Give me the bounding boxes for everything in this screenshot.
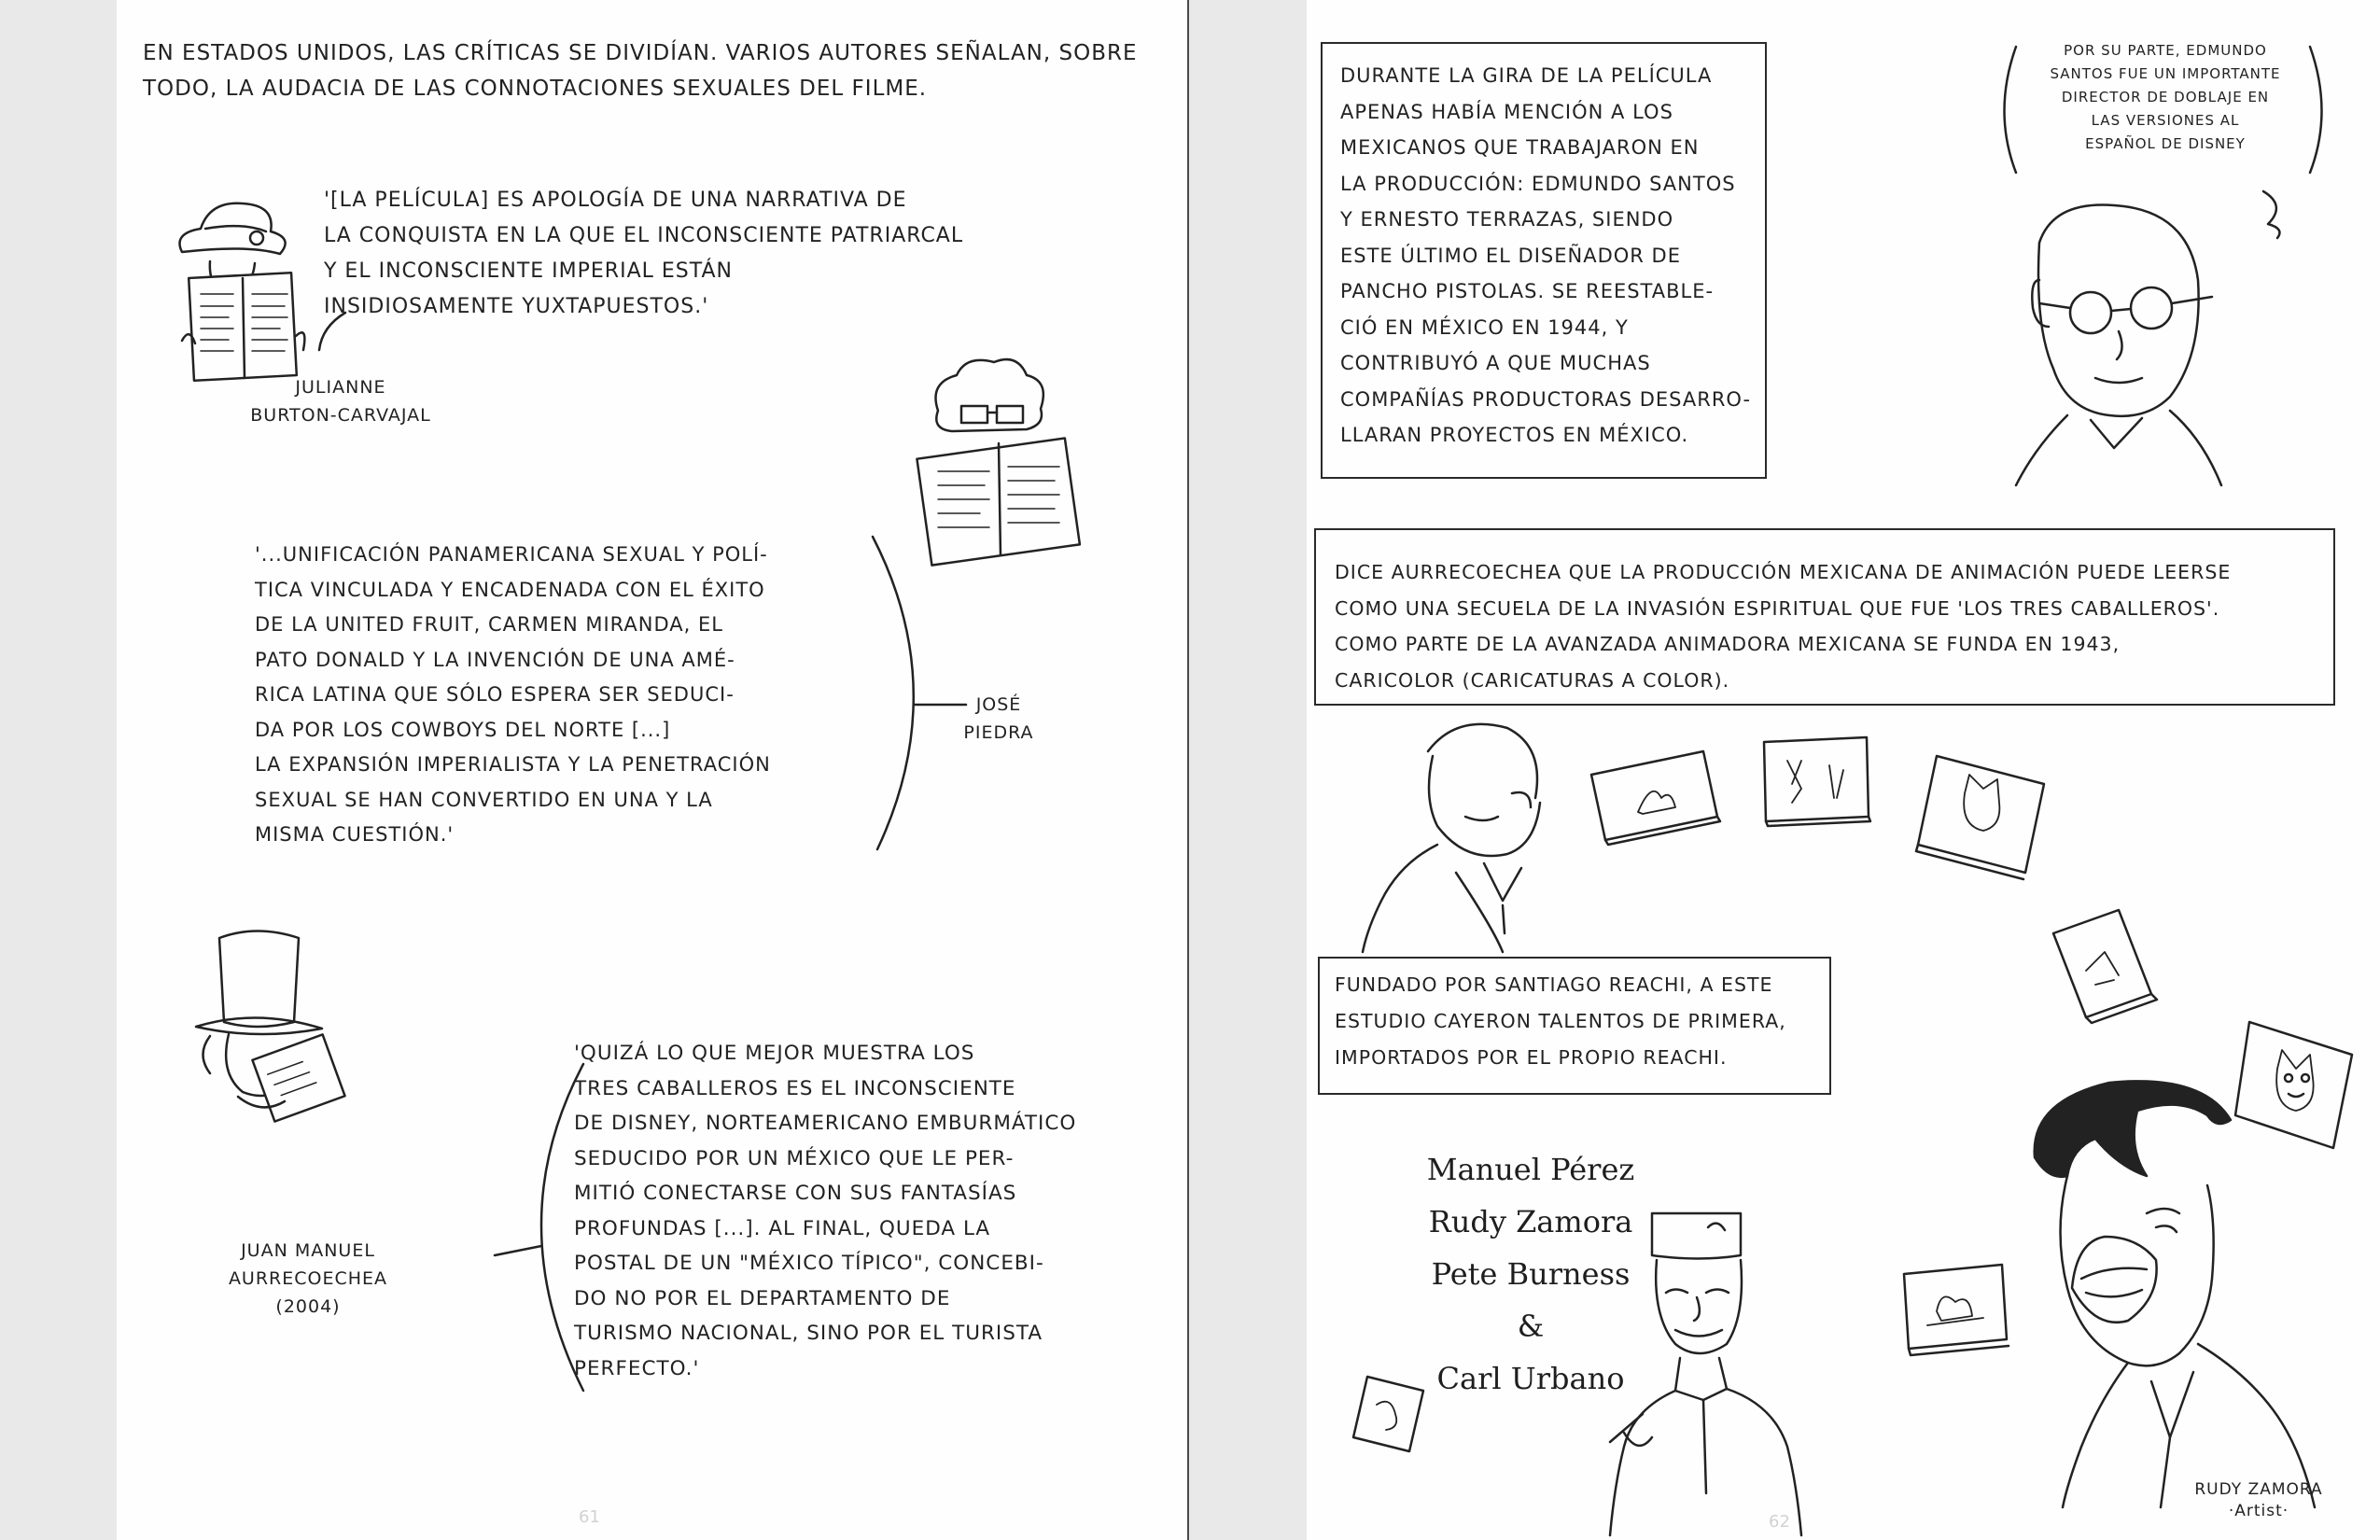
newspaper-reader-curly-illustration bbox=[915, 355, 1101, 560]
label-juan-manuel-aurrecoechea: JUAN MANUEL AURRECOECHEA (2004) bbox=[228, 1240, 388, 1317]
aside-edmundo-santos: POR SU PARTE, EDMUNDO SANTOS FUE UN IMPORTANTE DIRECTOR DE DOBLAJE EN LAS VERSIONES AL ESPAÑOL DE DISNEY bbox=[2050, 42, 2281, 152]
label-rudy-zamora-artist: RUDY ZAMORA ·Artist· bbox=[2194, 1480, 2323, 1520]
edmundo-santos-portrait bbox=[1997, 187, 2240, 495]
label-jose-piedra: JOSÉ PIEDRA bbox=[963, 694, 1034, 743]
bracket-curve-aurrecoechea bbox=[490, 1059, 593, 1395]
page-number-left: 61 bbox=[579, 1507, 600, 1527]
quote-aurrecoechea: 'QUIZÁ LO QUE MEJOR MUESTRA LOS TRES CABALLEROS ES EL INCONSCIENTE DE DISNEY, NORTEAMERICANO EMBURMÁTICO SEDUCIDO POR UN MÉXICO QUE LE PER- MITIÓ CONECTARSE CON SUS FANTASÍAS PROFUNDAS [...]. AL FINAL, QUEDA LA POSTAL DE UN "MÉXICO TÍPICO", CONCEBI- DO NO POR EL DEPARTAMENTO DE TURISMO NACIONAL, SINO POR EL TURISTA PERFECTO.' bbox=[574, 1042, 1077, 1380]
animator-names: Manuel Pérez Rudy Zamora Pete Burness & Carl Urbano bbox=[1426, 1152, 1635, 1396]
text-santiago-reachi: FUNDADO POR SANTIAGO REACHI, A ESTE ESTUDIO CAYERON TALENTOS DE PRIMERA, IMPORTADOS POR EL PROPIO REACHI. bbox=[1335, 973, 1786, 1069]
rudy-zamora-caricature bbox=[2016, 1073, 2352, 1512]
quote-jose-piedra: '...UNIFICACIÓN PANAMERICANA SEXUAL Y POLÍ- TICA VINCULADA Y ENCADENADA CON EL ÉXITO DE LA UNITED FRUIT, CARMEN MIRANDA, EL PATO DONALD Y LA INVENCIÓN DE UNA AMÉ- RICA LATINA QUE SÓLO ESPERA SER SEDUCI- DA POR LOS COWBOYS DEL NORTE [...] LA EXPANSIÓN IMPERIALISTA Y LA PENETRACIÓN SEXUAL SE HAN CONVERTIDO EN UNA Y LA MISMA CUESTIÓN.' bbox=[255, 543, 771, 846]
page-number-right: 62 bbox=[1769, 1512, 1790, 1532]
animation-cel-4 bbox=[2049, 905, 2161, 1027]
quote-burton-carvajal: '[LA PELÍCULA] ES APOLOGÍA DE UNA NARRATIVA DE LA CONQUISTA EN LA QUE EL INCONSCIENTE PATRIARCAL Y EL INCONSCIENTE IMPERIAL ESTÁN INSIDIOSAMENTE YUXTAPUESTOS.' bbox=[324, 189, 964, 318]
text-aurrecoechea-caricolor: DICE AURRECOECHEA QUE LA PRODUCCIÓN MEXICANA DE ANIMACIÓN PUEDE LEERSE COMO UNA SECUELA DE LA INVASIÓN ESPIRITUAL QUE FUE 'LOS TRES CABALLEROS'. COMO PARTE DE LA AVANZADA ANIMADORA MEXICANA SE FUNDA EN 1943, CARICOLOR (CARICATURAS A COLOR). bbox=[1335, 561, 2232, 692]
label-julianne-burton-carvajal: JULIANNE BURTON-CARVAJAL bbox=[250, 377, 431, 426]
text-gira-pelicula: DURANTE LA GIRA DE LA PELÍCULA APENAS HABÍA MENCIÓN A LOS MEXICANOS QUE TRABAJARON EN LA PRODUCCIÓN: EDMUNDO SANTOS Y ERNESTO TERRAZAS, SIENDO ESTE ÚLTIMO EL DISEÑADOR DE PANCHO PISTOLAS. SE REESTABLE- CIÓ EN MÉXICO EN 1944, Y CONTRIBUYÓ A QUE MUCHAS COMPAÑÍAS PRODUCTORAS DESARRO- LLARAN PROYECTOS EN MÉXICO. bbox=[1340, 64, 1752, 446]
speech-tail-burton bbox=[317, 308, 355, 355]
left-page bbox=[117, 0, 1189, 1540]
santiago-reachi-portrait bbox=[1344, 714, 1587, 957]
animation-cel-3 bbox=[1913, 747, 2053, 877]
top-hat-reader-illustration bbox=[154, 924, 369, 1139]
newspaper-reader-hat-illustration bbox=[154, 187, 350, 392]
intro-text: EN ESTADOS UNIDOS, LAS CRÍTICAS SE DIVIDÍAN. VARIOS AUTORES SEÑALAN, SOBRE TODO, LA AUDACIA DE LAS CONNOTACIONES SEXUALES DEL FILME. bbox=[143, 41, 1138, 101]
animation-cel-6 bbox=[1899, 1260, 2011, 1363]
animator-with-pencil-portrait bbox=[1587, 1204, 1820, 1540]
right-page bbox=[1307, 0, 2380, 1540]
animation-cel-1 bbox=[1582, 747, 1722, 849]
animation-cel-2 bbox=[1755, 733, 1876, 835]
